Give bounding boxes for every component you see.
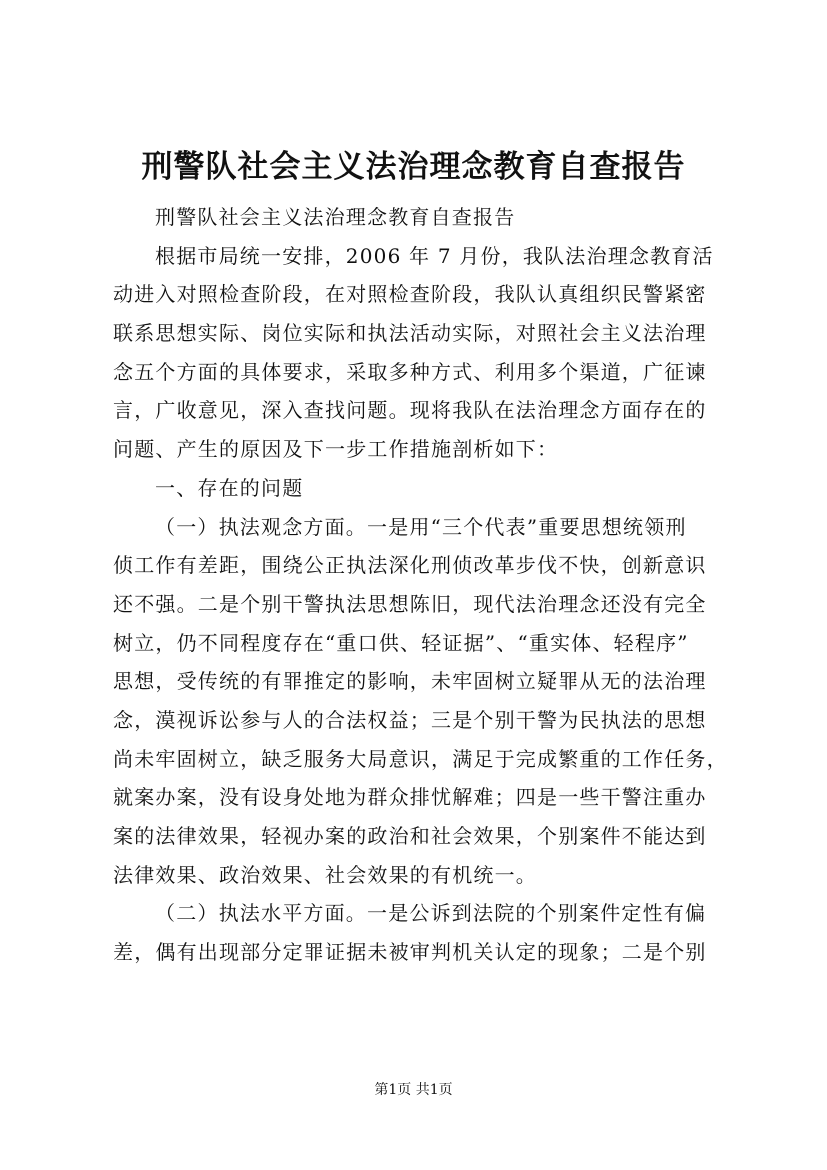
document-body (113, 198, 728, 972)
body-line: （二）执法水平方面。一是公诉到法院的个别案件定性有偏 (155, 901, 707, 926)
body-line: 刑警队社会主义法治理念教育自查报告 (155, 205, 516, 229)
page-footer: 第1页 共1页 (374, 1082, 453, 1098)
body-line: 思想，受传统的有罪推定的影响，未牢固树立疑罪从无的法治理 (113, 669, 707, 694)
body-line: 差，偶有出现部分定罪证据未被审判机关认定的现象；二是个别 (113, 940, 707, 965)
body-line: 联系思想实际、岗位实际和执法活动实际，对照社会主义法治理 (113, 321, 707, 346)
body-line: 树立，仍不同程度存在“重口供、轻证据”、“重实体、轻程序” (113, 630, 689, 655)
body-line: 法律效果、政治效果、社会效果的有机统一。 (113, 862, 537, 887)
body-line: 动进入对照检查阶段，在对照检查阶段，我队认真组织民警紧密 (113, 282, 707, 307)
body-line: 侦工作有差距，围绕公正执法深化刑侦改革步伐不快，创新意识 (113, 553, 707, 578)
body-line: 根据市局统一安排，2006 年 7 月份，我队法治理念教育活 (155, 243, 714, 268)
body-line: 念五个方面的具体要求，采取多种方式、利用多个渠道，广征谏 (113, 359, 707, 384)
body-line: 尚未牢固树立，缺乏服务大局意识，满足于完成繁重的工作任务， (113, 746, 728, 771)
body-line: 言，广收意见，深入查找问题。现将我队在法治理念方面存在的 (113, 398, 707, 423)
body-line: 念，漠视诉讼参与人的合法权益；三是个别干警为民执法的思想 (113, 707, 707, 732)
body-line: 就案办案，没有设身处地为群众排忧解难；四是一些干警注重办 (113, 785, 707, 810)
body-line: 还不强。二是个别干警执法思想陈旧，现代法治理念还没有完全 (113, 591, 707, 616)
body-line: （一）执法观念方面。一是用“三个代表”重要思想统领刑 (155, 514, 687, 539)
body-line: 问题、产生的原因及下一步工作措施剖析如下： (113, 437, 559, 462)
page-title: 刑警队社会主义法治理念教育自查报告 (141, 149, 686, 185)
body-line: 一、存在的问题 (155, 475, 304, 500)
body-line: 案的法律效果，轻视办案的政治和社会效果，个别案件不能达到 (113, 824, 707, 848)
